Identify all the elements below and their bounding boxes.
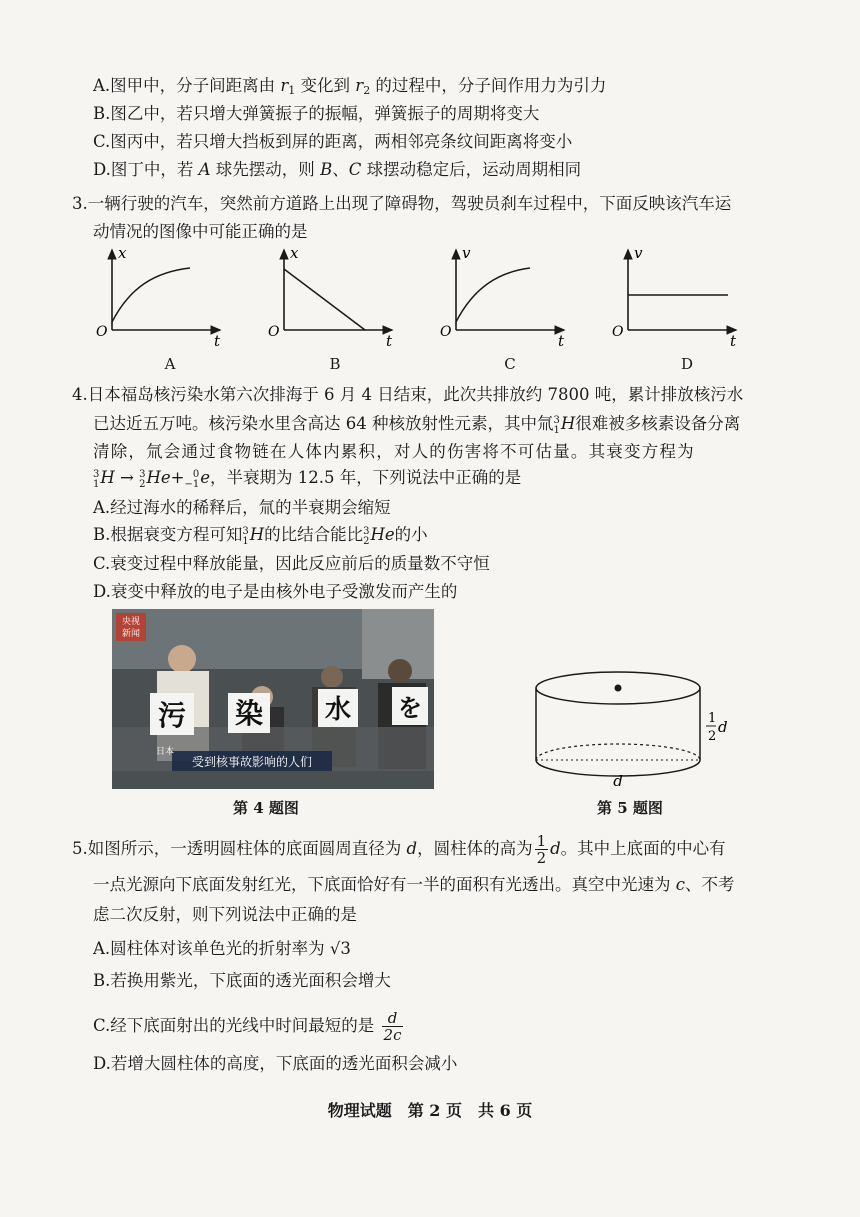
sign-2: 染 (234, 697, 264, 730)
graph-a-caption: A (164, 355, 176, 373)
fig5-caption: 第 5 题图 (597, 799, 663, 817)
graph-d-y-label: v (634, 244, 643, 262)
graph-a-x-label: t (214, 332, 221, 350)
q4-stem-line1: 4.日本福岛核污染水第六次排海于 6 月 4 日结束，此次共排放约 7800 吨，累计排放核污水 (72, 385, 744, 404)
q5-stem-line1: 5.如图所示，一透明圆柱体的底面圆周直径为 d，圆柱体的高为 $\frac{1}{2}$ d。其中上底面的中心有 (72, 832, 726, 867)
option-prev-c: C.图丙中，若只增大挡板到屏的距离，两相邻亮条纹间距离将变小 (93, 132, 573, 151)
q5-stem-line2: 一点光源向下底面发射红光，下底面恰好有一半的面积有光透出。真空中光速为 c、不考 (93, 875, 735, 894)
q3-stem-line1: 3.一辆行驶的汽车，突然前方道路上出现了障碍物，驾驶员刹车过程中，下面反映该汽车运 (72, 194, 732, 213)
fig4-news-photo (112, 609, 434, 789)
photo-tag: 日本 (156, 747, 175, 757)
sign-1: 污 (157, 699, 187, 732)
q3-graphs (90, 242, 760, 352)
graph-c-origin: O (440, 324, 452, 340)
fig5-height-var: d (718, 718, 728, 736)
q4-stem-line2: 已达近五万吨。核污染水里含高达 64 种核放射性元素，其中氚 3 1 H很难被多核素设备分离 (93, 414, 741, 436)
graph-b-caption: B (329, 355, 341, 373)
graph-b-origin: O (268, 324, 280, 340)
option-prev-d: D.图丁中，若 A 球先摆动，则 B、C 球摆动稳定后，运动周期相同 (93, 160, 582, 179)
q3-stem-line2: 动情况的图像中可能正确的是 (93, 222, 308, 241)
graph-a (96, 244, 221, 350)
graph-d-x-label: t (730, 332, 737, 350)
graph-a-y-label: x (118, 244, 127, 262)
page-footer: 物理试题 第 2 页 共 6 页 (327, 1101, 533, 1120)
graph-d-origin: O (612, 324, 624, 340)
sign-4: を (398, 693, 422, 722)
q5-option-b: B.若换用紫光，下底面的透光面积会增大 (93, 971, 391, 990)
graph-c-x-label: t (558, 332, 565, 350)
graph-b (268, 244, 393, 350)
logo-line2: 新闻 (121, 629, 141, 639)
q4-option-d: D.衰变中释放的电子是由核外电子受激发而产生的 (93, 582, 458, 601)
q5-option-a: A.圆柱体对该单色光的折射率为 √3 (93, 939, 351, 958)
q4-option-a: A.经过海水的稀释后，氚的半衰期会缩短 (93, 498, 391, 517)
fig5-diameter: d (613, 772, 623, 790)
graph-b-x-label: t (386, 332, 393, 350)
graph-c (440, 244, 565, 350)
option-prev-b: B.图乙中，若只增大弹簧振子的振幅，弹簧振子的周期将变大 (93, 104, 540, 123)
q4-stem-line3: 清除，氚会通过食物链在人体内累积，对人的伤害将不可估量。其衰变方程为 (93, 442, 695, 461)
graph-b-y-label: x (290, 244, 299, 262)
logo-line1: 央视 (121, 617, 141, 627)
q5-stem-line3: 虑二次反射，则下列说法中正确的是 (93, 905, 357, 924)
q4-option-c: C.衰变过程中释放能量，因此反应前后的质量数不守恒 (93, 554, 490, 573)
fig4-caption: 第 4 题图 (233, 799, 299, 817)
q4-option-b: B.根据衰变方程可知 3 1 H的比结合能比 3 2 He的小 (93, 525, 428, 547)
q5-option-c: C.经下底面射出的光线中时间最短的是 $\frac{d}{2c}$ (93, 1009, 402, 1044)
q4-equation-line: 3 1 H → 3 2 He+ 0 −1 e，半衰期为 12.5 年，下列说法中正确的是 (93, 468, 522, 490)
option-prev-a: A.图甲中，分子间距离由 $r_1$ 变化到 $r_2$ 的过程中，分子间作用力为引力 (93, 76, 607, 97)
q5-option-d: D.若增大圆柱体的高度，下底面的透光面积会减小 (93, 1054, 458, 1073)
graph-a-origin: O (96, 324, 108, 340)
graph-d (612, 244, 737, 350)
sign-3: 水 (324, 695, 352, 725)
fig5-cylinder (520, 660, 750, 790)
graph-c-y-label: v (462, 244, 471, 262)
fig5-height-den: 2 (708, 729, 717, 744)
photo-scene (112, 609, 434, 789)
graph-d-caption: D (680, 355, 694, 373)
graph-c-caption: C (504, 355, 516, 373)
fig5-height-num: 1 (708, 711, 717, 726)
light-source-dot (615, 685, 622, 692)
photo-subtitle: 受到核事故影响的人们 (191, 755, 313, 769)
